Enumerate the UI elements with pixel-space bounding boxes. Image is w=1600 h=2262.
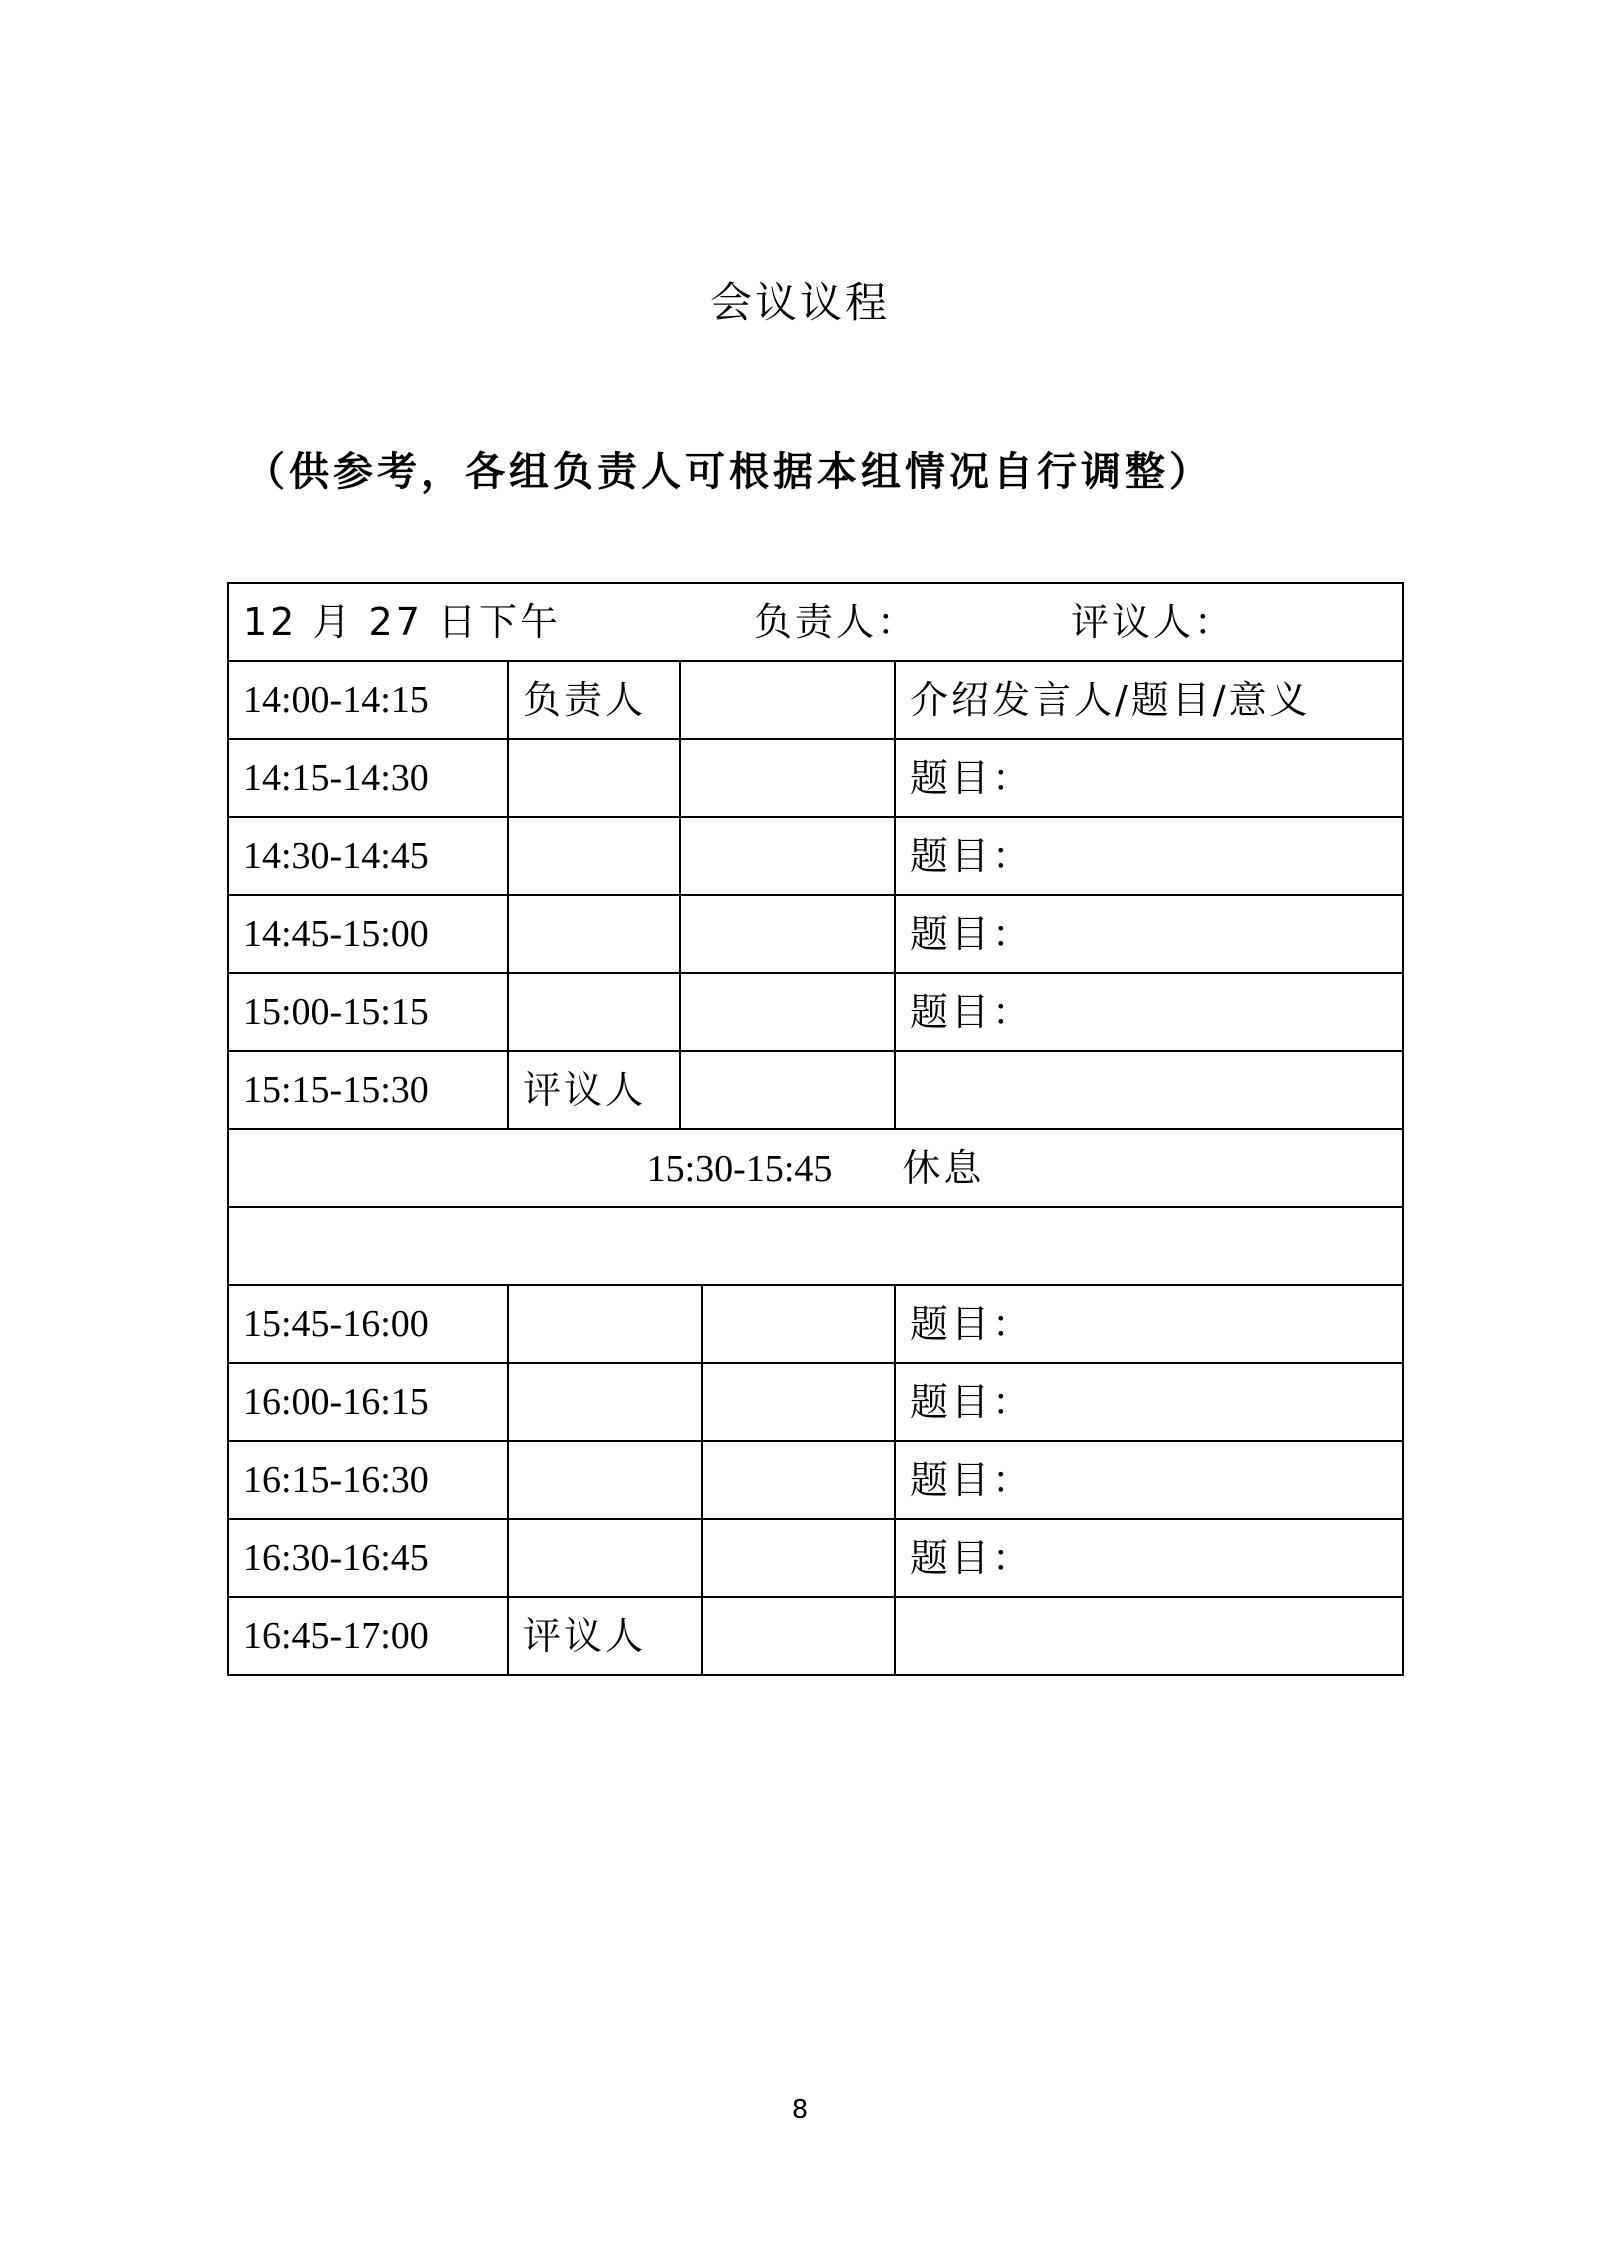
blank-row (228, 1207, 1403, 1285)
page-subtitle: （供参考，各组负责人可根据本组情况自行调整） (245, 449, 1213, 495)
time-cell: 14:30-14:45 (228, 817, 508, 895)
speaker-cell (702, 1441, 895, 1519)
table-row (228, 1051, 1403, 1129)
agenda-header-row (228, 583, 1403, 661)
page-title: 会议议程 (709, 278, 890, 327)
speaker-cell (680, 739, 895, 817)
note-cell: 题目： (895, 895, 1403, 973)
role-cell: 负责人 (508, 661, 680, 739)
note-cell: 题目： (895, 739, 1403, 817)
speaker-cell (680, 661, 895, 739)
agenda-header-cell (228, 583, 1403, 661)
speaker-cell (702, 1597, 895, 1675)
time-cell: 15:45-16:00 (228, 1285, 508, 1363)
note-cell: 题目： (895, 1519, 1403, 1597)
table-row (228, 895, 1403, 973)
table-row (228, 973, 1403, 1051)
table-row (228, 1519, 1403, 1597)
table-row (228, 661, 1403, 739)
note-cell (895, 1597, 1403, 1675)
speaker-cell (680, 817, 895, 895)
time-cell: 14:15-14:30 (228, 739, 508, 817)
role-cell (508, 739, 680, 817)
table-row (228, 1441, 1403, 1519)
blank-cell (228, 1207, 1403, 1285)
role-cell (508, 1519, 702, 1597)
time-cell: 15:15-15:30 (228, 1051, 508, 1129)
table-row (228, 1285, 1403, 1363)
speaker-cell (702, 1363, 895, 1441)
speaker-cell (680, 1051, 895, 1129)
note-cell: 题目： (895, 1441, 1403, 1519)
agenda-table (227, 582, 1404, 1676)
note-cell: 题目： (895, 1363, 1403, 1441)
speaker-cell (680, 973, 895, 1051)
speaker-cell (702, 1519, 895, 1597)
time-cell: 14:45-15:00 (228, 895, 508, 973)
table-row (228, 739, 1403, 817)
role-cell (508, 817, 680, 895)
table-row (228, 1597, 1403, 1675)
session-date: 12 月 27 日下午 (243, 600, 561, 644)
role-cell: 评议人 (508, 1597, 702, 1675)
time-cell: 16:45-17:00 (228, 1597, 508, 1675)
note-cell: 题目： (895, 973, 1403, 1051)
role-cell: 评议人 (508, 1051, 680, 1129)
break-row (228, 1129, 1403, 1207)
reviewer-label: 评议人： (1071, 600, 1236, 644)
speaker-cell (680, 895, 895, 973)
role-cell (508, 895, 680, 973)
break-time: 15:30-15:45 (646, 1147, 833, 1190)
note-cell: 题目： (895, 817, 1403, 895)
table-row (228, 817, 1403, 895)
time-cell: 16:00-16:15 (228, 1363, 508, 1441)
role-cell (508, 1363, 702, 1441)
page-number: 8 (791, 2095, 809, 2125)
time-cell: 16:15-16:30 (228, 1441, 508, 1519)
time-cell: 16:30-16:45 (228, 1519, 508, 1597)
break-cell (228, 1129, 1403, 1207)
note-cell: 题目： (895, 1285, 1403, 1363)
role-cell (508, 1441, 702, 1519)
chair-label: 负责人： (754, 600, 919, 644)
note-cell: 介绍发言人/题目/意义 (895, 661, 1403, 739)
role-cell (508, 973, 680, 1051)
note-cell (895, 1051, 1403, 1129)
time-cell: 14:00-14:15 (228, 661, 508, 739)
role-cell (508, 1285, 702, 1363)
table-row (228, 1363, 1403, 1441)
time-cell: 15:00-15:15 (228, 973, 508, 1051)
break-label: 休息 (902, 1145, 985, 1190)
speaker-cell (702, 1285, 895, 1363)
